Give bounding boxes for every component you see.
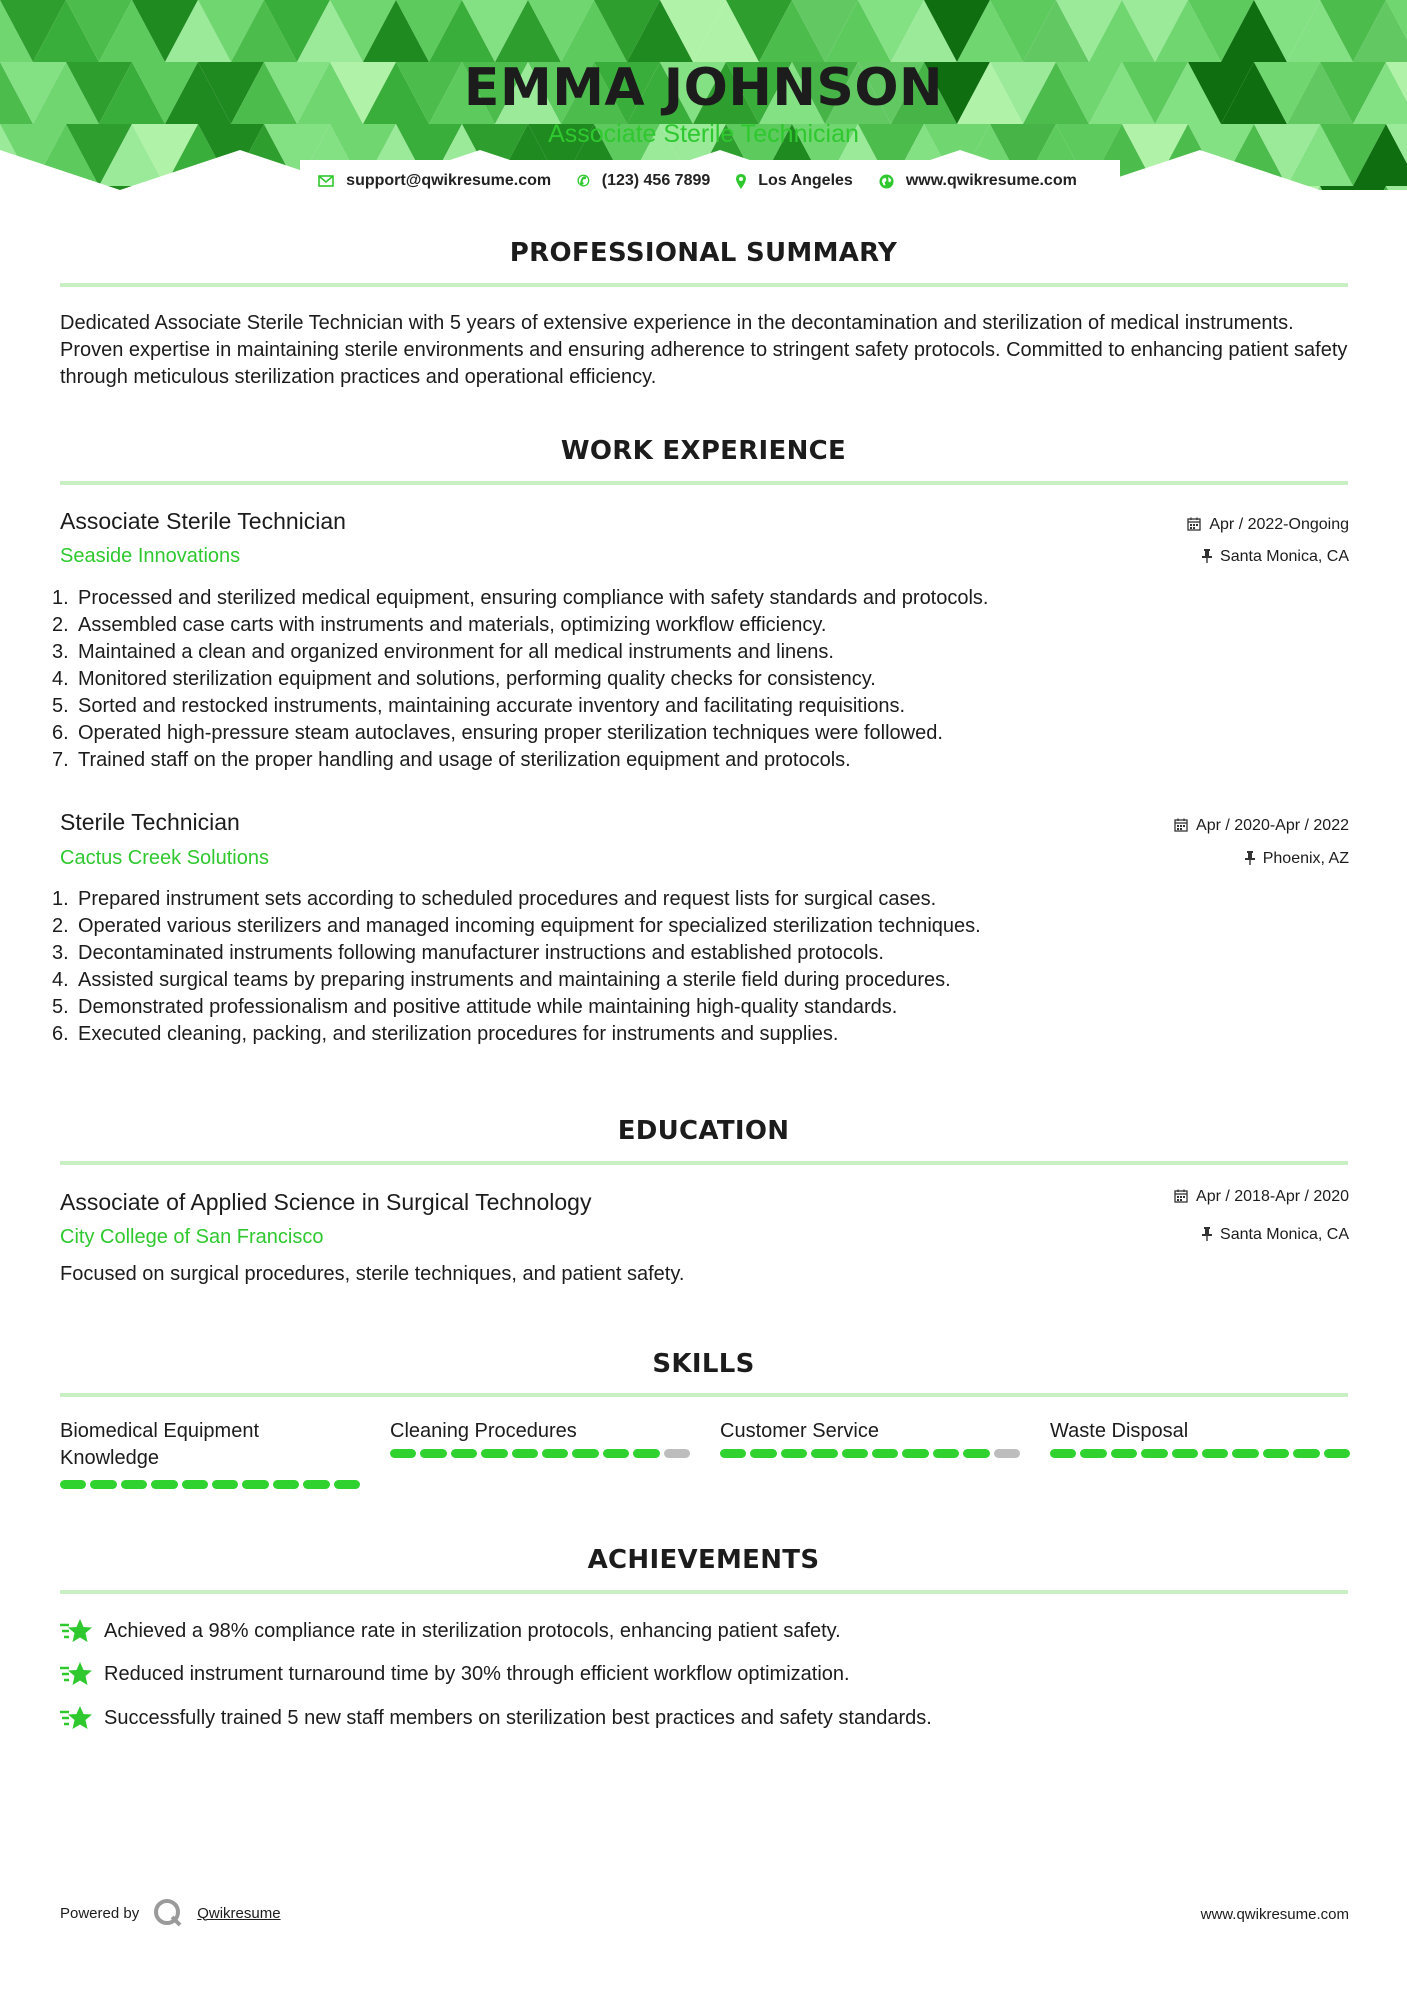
job-dates xyxy=(1187,516,1349,534)
qwikresume-logo-icon xyxy=(153,1898,183,1928)
skill-segment xyxy=(542,1449,568,1458)
experience-divider xyxy=(60,481,1348,485)
skill-segment xyxy=(60,1480,86,1489)
list-item: 2. Operated various sterilizers and managed incoming equipment for specialized sterilization techniques. xyxy=(52,915,981,937)
skill-segment xyxy=(420,1449,446,1458)
education-location-text: Santa Monica, CA xyxy=(1220,1226,1349,1243)
skills-grid xyxy=(60,1418,1350,1489)
skills-divider xyxy=(60,1393,1348,1397)
skill-segment xyxy=(1263,1449,1289,1458)
summary-text: Dedicated Associate Sterile Technician with 5 years of extensive experience in the decontamination and sterilization of medical instruments. Proven expertise in maintaining sterile environments and ensuring adherence to stringent safety protocols. Committed to enhancing patient safety through meticulous sterilization practices and operational efficiency. xyxy=(60,312,1348,388)
contact-email[interactable] xyxy=(318,172,551,190)
contact-phone[interactable] xyxy=(577,172,710,190)
experience-heading: WORK EXPERIENCE xyxy=(560,436,847,466)
list-item: 5. Demonstrated professionalism and positive attitude while maintaining high-quality standards. xyxy=(52,996,898,1018)
calendar-icon xyxy=(1174,1189,1188,1206)
map-pin-icon xyxy=(736,174,746,189)
star-icon xyxy=(60,1704,94,1732)
skill-segment xyxy=(90,1480,116,1489)
school-name: City College of San Francisco xyxy=(60,1226,324,1248)
skill-name: Biomedical Equipment Knowledge xyxy=(60,1420,259,1469)
education-dates xyxy=(1174,1188,1349,1206)
qwikresume-link[interactable]: Qwikresume xyxy=(197,1904,281,1922)
skill-segment xyxy=(720,1449,746,1458)
skill-segment xyxy=(273,1480,299,1489)
skill-segment xyxy=(1080,1449,1106,1458)
skill-segment xyxy=(481,1449,507,1458)
skill-segment xyxy=(512,1449,538,1458)
website-text: www.qwikresume.com xyxy=(905,172,1077,189)
degree-title: Associate of Applied Science in Surgical Technology xyxy=(60,1189,592,1215)
skill-segment xyxy=(842,1449,868,1458)
skill-item xyxy=(720,1418,1020,1489)
skill-segment xyxy=(902,1449,928,1458)
job-dates xyxy=(1174,817,1349,835)
footer-powered-by xyxy=(60,1898,281,1928)
skill-segment xyxy=(121,1480,147,1489)
achievement-text: Achieved a 98% compliance rate in sterilization protocols, enhancing patient safety. xyxy=(104,1619,841,1642)
job-title: Sterile Technician xyxy=(60,809,240,835)
skill-segment xyxy=(242,1480,268,1489)
skills-heading: SKILLS xyxy=(652,1349,755,1379)
skill-name: Customer Service xyxy=(720,1420,879,1442)
star-icon xyxy=(60,1617,94,1645)
skill-segment xyxy=(1141,1449,1167,1458)
education-heading: EDUCATION xyxy=(617,1116,790,1146)
job-location-text: Santa Monica, CA xyxy=(1220,548,1349,565)
skill-segment xyxy=(212,1480,238,1489)
skill-segment xyxy=(334,1480,360,1489)
skill-name: Cleaning Procedures xyxy=(390,1420,577,1442)
skill-segment xyxy=(1293,1449,1319,1458)
skill-segment xyxy=(1111,1449,1137,1458)
list-item: 5. Sorted and restocked instruments, maintaining accurate inventory and facilitating requisitions. xyxy=(52,695,906,717)
skill-segment xyxy=(451,1449,477,1458)
job-bullet-list xyxy=(52,585,1342,774)
pin-icon xyxy=(1202,549,1212,566)
achievement-text: Successfully trained 5 new staff members on sterilization best practices and safety standards. xyxy=(104,1706,932,1729)
skill-segment xyxy=(1232,1449,1258,1458)
contact-location xyxy=(736,172,853,190)
skill-segment xyxy=(603,1449,629,1458)
footer-website[interactable]: www.qwikresume.com xyxy=(1200,1906,1349,1923)
company-name: Cactus Creek Solutions xyxy=(60,847,269,869)
star-icon xyxy=(60,1660,94,1688)
skill-segment xyxy=(811,1449,837,1458)
skill-segment xyxy=(303,1480,329,1489)
job-location xyxy=(1202,548,1349,566)
globe-icon xyxy=(879,174,894,189)
skill-item xyxy=(60,1418,360,1489)
job-title: Associate Sterile Technician xyxy=(60,508,346,534)
list-item: 3. Decontaminated instruments following manufacturer instructions and established protocols. xyxy=(52,942,884,964)
education-dates-text: Apr / 2018-Apr / 2020 xyxy=(1196,1188,1349,1205)
skill-item xyxy=(390,1418,690,1489)
calendar-icon xyxy=(1174,818,1188,835)
envelope-icon xyxy=(318,175,334,187)
job-dates-text: Apr / 2020-Apr / 2022 xyxy=(1196,817,1349,834)
list-item: 6. Operated high-pressure steam autoclaves, ensuring proper sterilization techniques were followed. xyxy=(52,722,943,744)
phone-icon: ✆ xyxy=(577,173,590,190)
achievement-item xyxy=(60,1617,841,1645)
list-item: 7. Trained staff on the proper handling and usage of sterilization equipment and protocols. xyxy=(52,749,851,771)
skill-segment xyxy=(1172,1449,1198,1458)
skill-segment xyxy=(1050,1449,1076,1458)
list-item: 1. Prepared instrument sets according to scheduled procedures and request lists for surgical cases. xyxy=(52,888,937,910)
skill-name: Waste Disposal xyxy=(1050,1420,1189,1442)
contact-website[interactable] xyxy=(879,172,1077,190)
skill-segment xyxy=(151,1480,177,1489)
company-name: Seaside Innovations xyxy=(60,545,241,567)
achievement-text: Reduced instrument turnaround time by 30% through efficient workflow optimization. xyxy=(104,1662,850,1685)
education-location xyxy=(1202,1226,1349,1244)
pin-icon xyxy=(1202,1227,1212,1244)
skill-segment xyxy=(572,1449,598,1458)
education-description: Focused on surgical procedures, sterile techniques, and patient safety. xyxy=(60,1263,685,1285)
job-location-text: Phoenix, AZ xyxy=(1262,850,1349,867)
skill-segment xyxy=(963,1449,989,1458)
skill-item xyxy=(1050,1418,1350,1489)
list-item: 4. Assisted surgical teams by preparing instruments and maintaining a sterile field during procedures. xyxy=(52,969,951,991)
list-item: 3. Maintained a clean and organized environment for all medical instruments and linens. xyxy=(52,641,834,663)
skill-segment xyxy=(1324,1449,1350,1458)
skill-segment xyxy=(994,1449,1020,1458)
summary-divider xyxy=(60,283,1348,287)
candidate-title: Associate Sterile Technician xyxy=(548,120,859,148)
list-item: 1. Processed and sterilized medical equipment, ensuring compliance with safety standards and protocols. xyxy=(52,587,989,609)
education-divider xyxy=(60,1161,1348,1165)
candidate-name: EMMA JOHNSON xyxy=(463,58,944,118)
skill-segment xyxy=(390,1449,416,1458)
achievements-heading: ACHIEVEMENTS xyxy=(587,1545,820,1575)
skill-rating-bar xyxy=(720,1449,1020,1458)
calendar-icon xyxy=(1187,517,1201,534)
achievements-divider xyxy=(60,1590,1348,1594)
list-item: 4. Monitored sterilization equipment and solutions, performing quality checks for consistency. xyxy=(52,668,876,690)
skill-segment xyxy=(664,1449,690,1458)
summary-heading: PROFESSIONAL SUMMARY xyxy=(509,238,898,268)
achievement-item xyxy=(60,1660,850,1688)
skill-rating-bar xyxy=(1050,1449,1350,1458)
email-text: support@qwikresume.com xyxy=(346,172,552,189)
list-item: 2. Assembled case carts with instruments and materials, optimizing workflow efficiency. xyxy=(52,614,827,636)
pin-icon xyxy=(1245,851,1255,868)
job-location xyxy=(1245,850,1349,868)
skill-segment xyxy=(750,1449,776,1458)
skill-segment xyxy=(1202,1449,1228,1458)
job-dates-text: Apr / 2022-Ongoing xyxy=(1209,516,1349,533)
skill-rating-bar xyxy=(60,1480,360,1489)
skill-segment xyxy=(182,1480,208,1489)
skill-segment xyxy=(633,1449,659,1458)
list-item: 6. Executed cleaning, packing, and sterilization procedures for instruments and supplies. xyxy=(52,1023,839,1045)
skill-rating-bar xyxy=(390,1449,690,1458)
skill-segment xyxy=(872,1449,898,1458)
achievement-item xyxy=(60,1704,932,1732)
skill-segment xyxy=(933,1449,959,1458)
powered-by-label: Powered by xyxy=(60,1904,140,1922)
location-text: Los Angeles xyxy=(758,172,853,189)
skill-segment xyxy=(781,1449,807,1458)
job-bullet-list xyxy=(52,886,1342,1048)
phone-text: (123) 456 7899 xyxy=(601,172,711,189)
contact-bar xyxy=(0,172,1407,190)
